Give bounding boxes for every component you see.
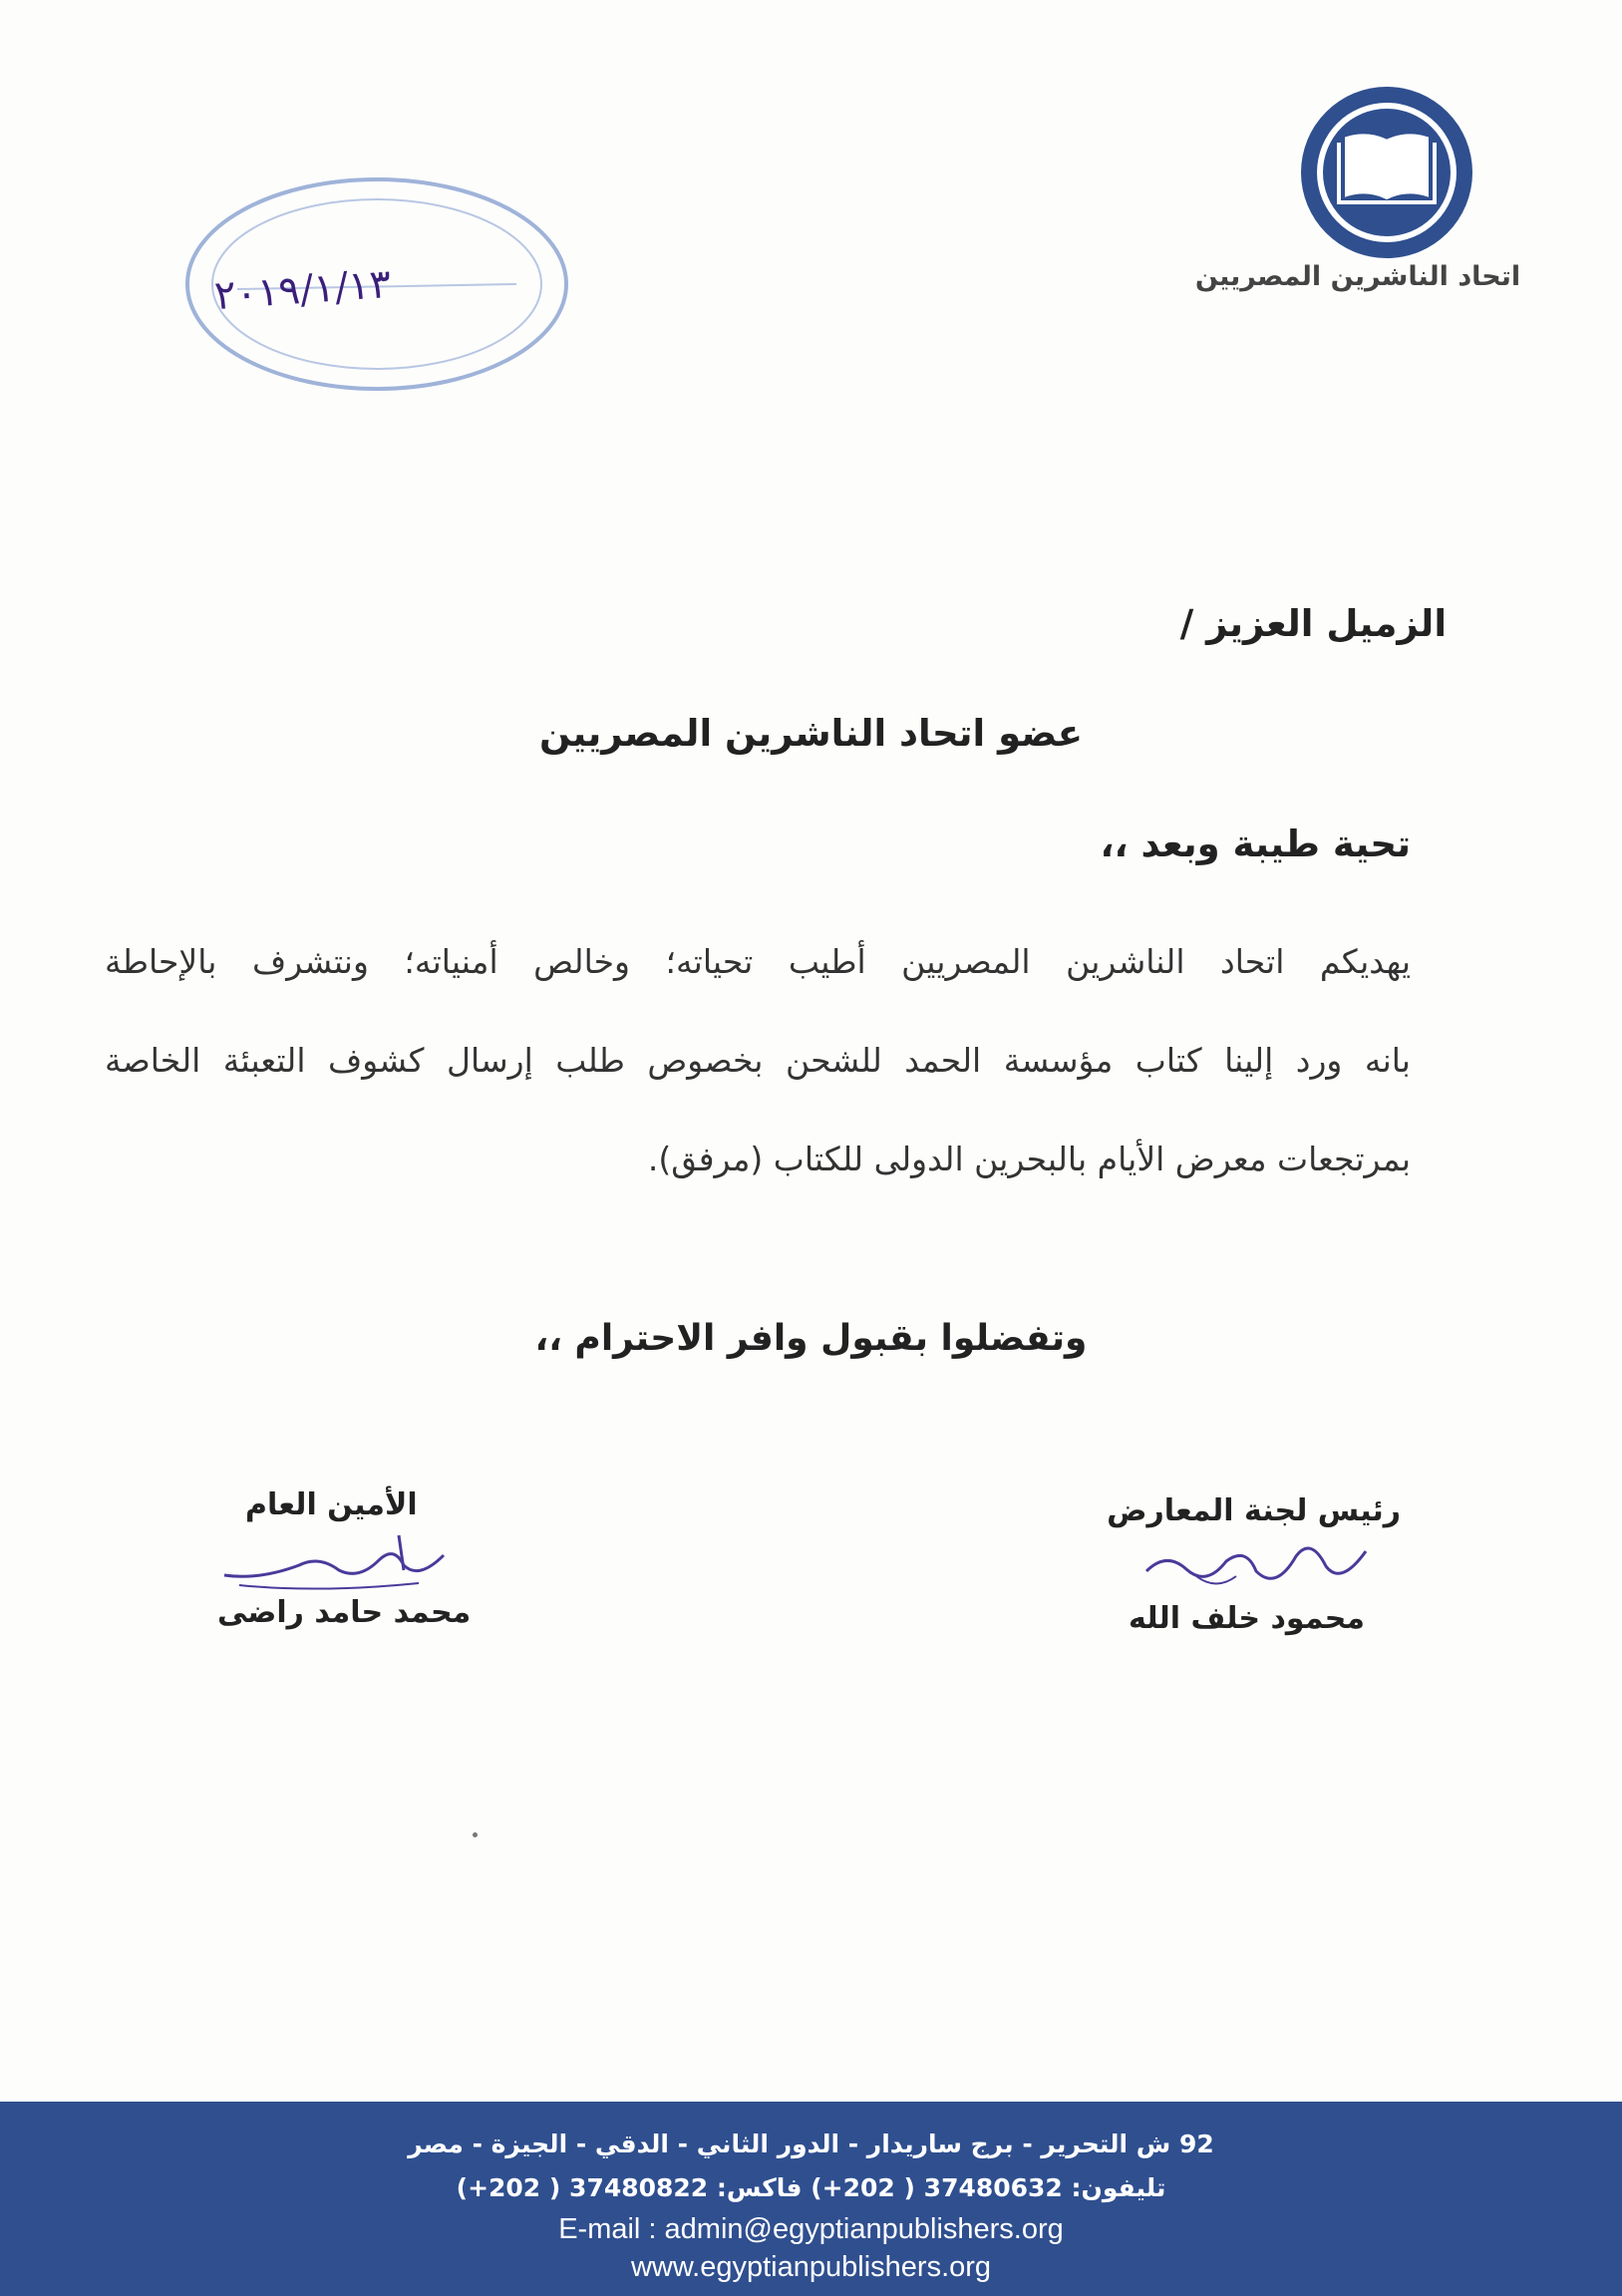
member-line: عضو اتحاد الناشرين المصريين <box>538 712 1083 755</box>
exhibitions-chair-signature <box>1136 1531 1376 1601</box>
footer-address: 92 ش التحرير - برج ساريدار - الدور الثاني - الدقي - الجيزة - مصر <box>408 2130 1214 2158</box>
secretary-general-name: محمد حامد راضى <box>217 1595 472 1630</box>
closing-line: وتفضلوا بقبول وافر الاحترام ،، <box>534 1318 1088 1359</box>
secretary-general-title: الأمين العام <box>245 1487 418 1522</box>
secretary-general-signature <box>219 1525 449 1595</box>
paragraph-line-2: بانه ورد إلينا كتاب مؤسسة الحمد للشحن بخصوص طلب إرسال كشوف التعبئة الخاصة <box>105 1041 1411 1080</box>
salutation: الزميل العزيز / <box>1179 602 1447 645</box>
publishers-union-logo <box>1299 85 1474 260</box>
speck <box>473 1832 478 1837</box>
paragraph-line-3: بمرتجعات معرض الأيام بالبحرين الدولى للكتاب (مرفق). <box>647 1140 1411 1178</box>
footer-website: www.egyptianpublishers.org <box>630 2251 992 2283</box>
greeting: تحية طيبة وبعد ،، <box>1100 822 1411 865</box>
exhibitions-chair-title: رئيس لجنة المعارض <box>1107 1493 1401 1528</box>
org-name: اتحاد الناشرين المصريين <box>1194 261 1521 292</box>
footer-email: E-mail : admin@egyptianpublishers.org <box>558 2213 1064 2245</box>
footer-phone-fax: تليفون: 37480632 ( 202+) فاكس: 37480822 ( 202+) <box>456 2173 1166 2202</box>
paragraph-line-1: يهديكم اتحاد الناشرين المصريين أطيب تحياته؛ وخالص أمنياته؛ ونتشرف بالإحاطة <box>105 942 1411 981</box>
open-book-icon <box>1339 136 1435 202</box>
exhibitions-chair-name: محمود خلف الله <box>1129 1601 1365 1636</box>
footer-band <box>0 2102 1622 2296</box>
stamp-date: ٢٠١٩/١/١٣ <box>212 260 393 320</box>
